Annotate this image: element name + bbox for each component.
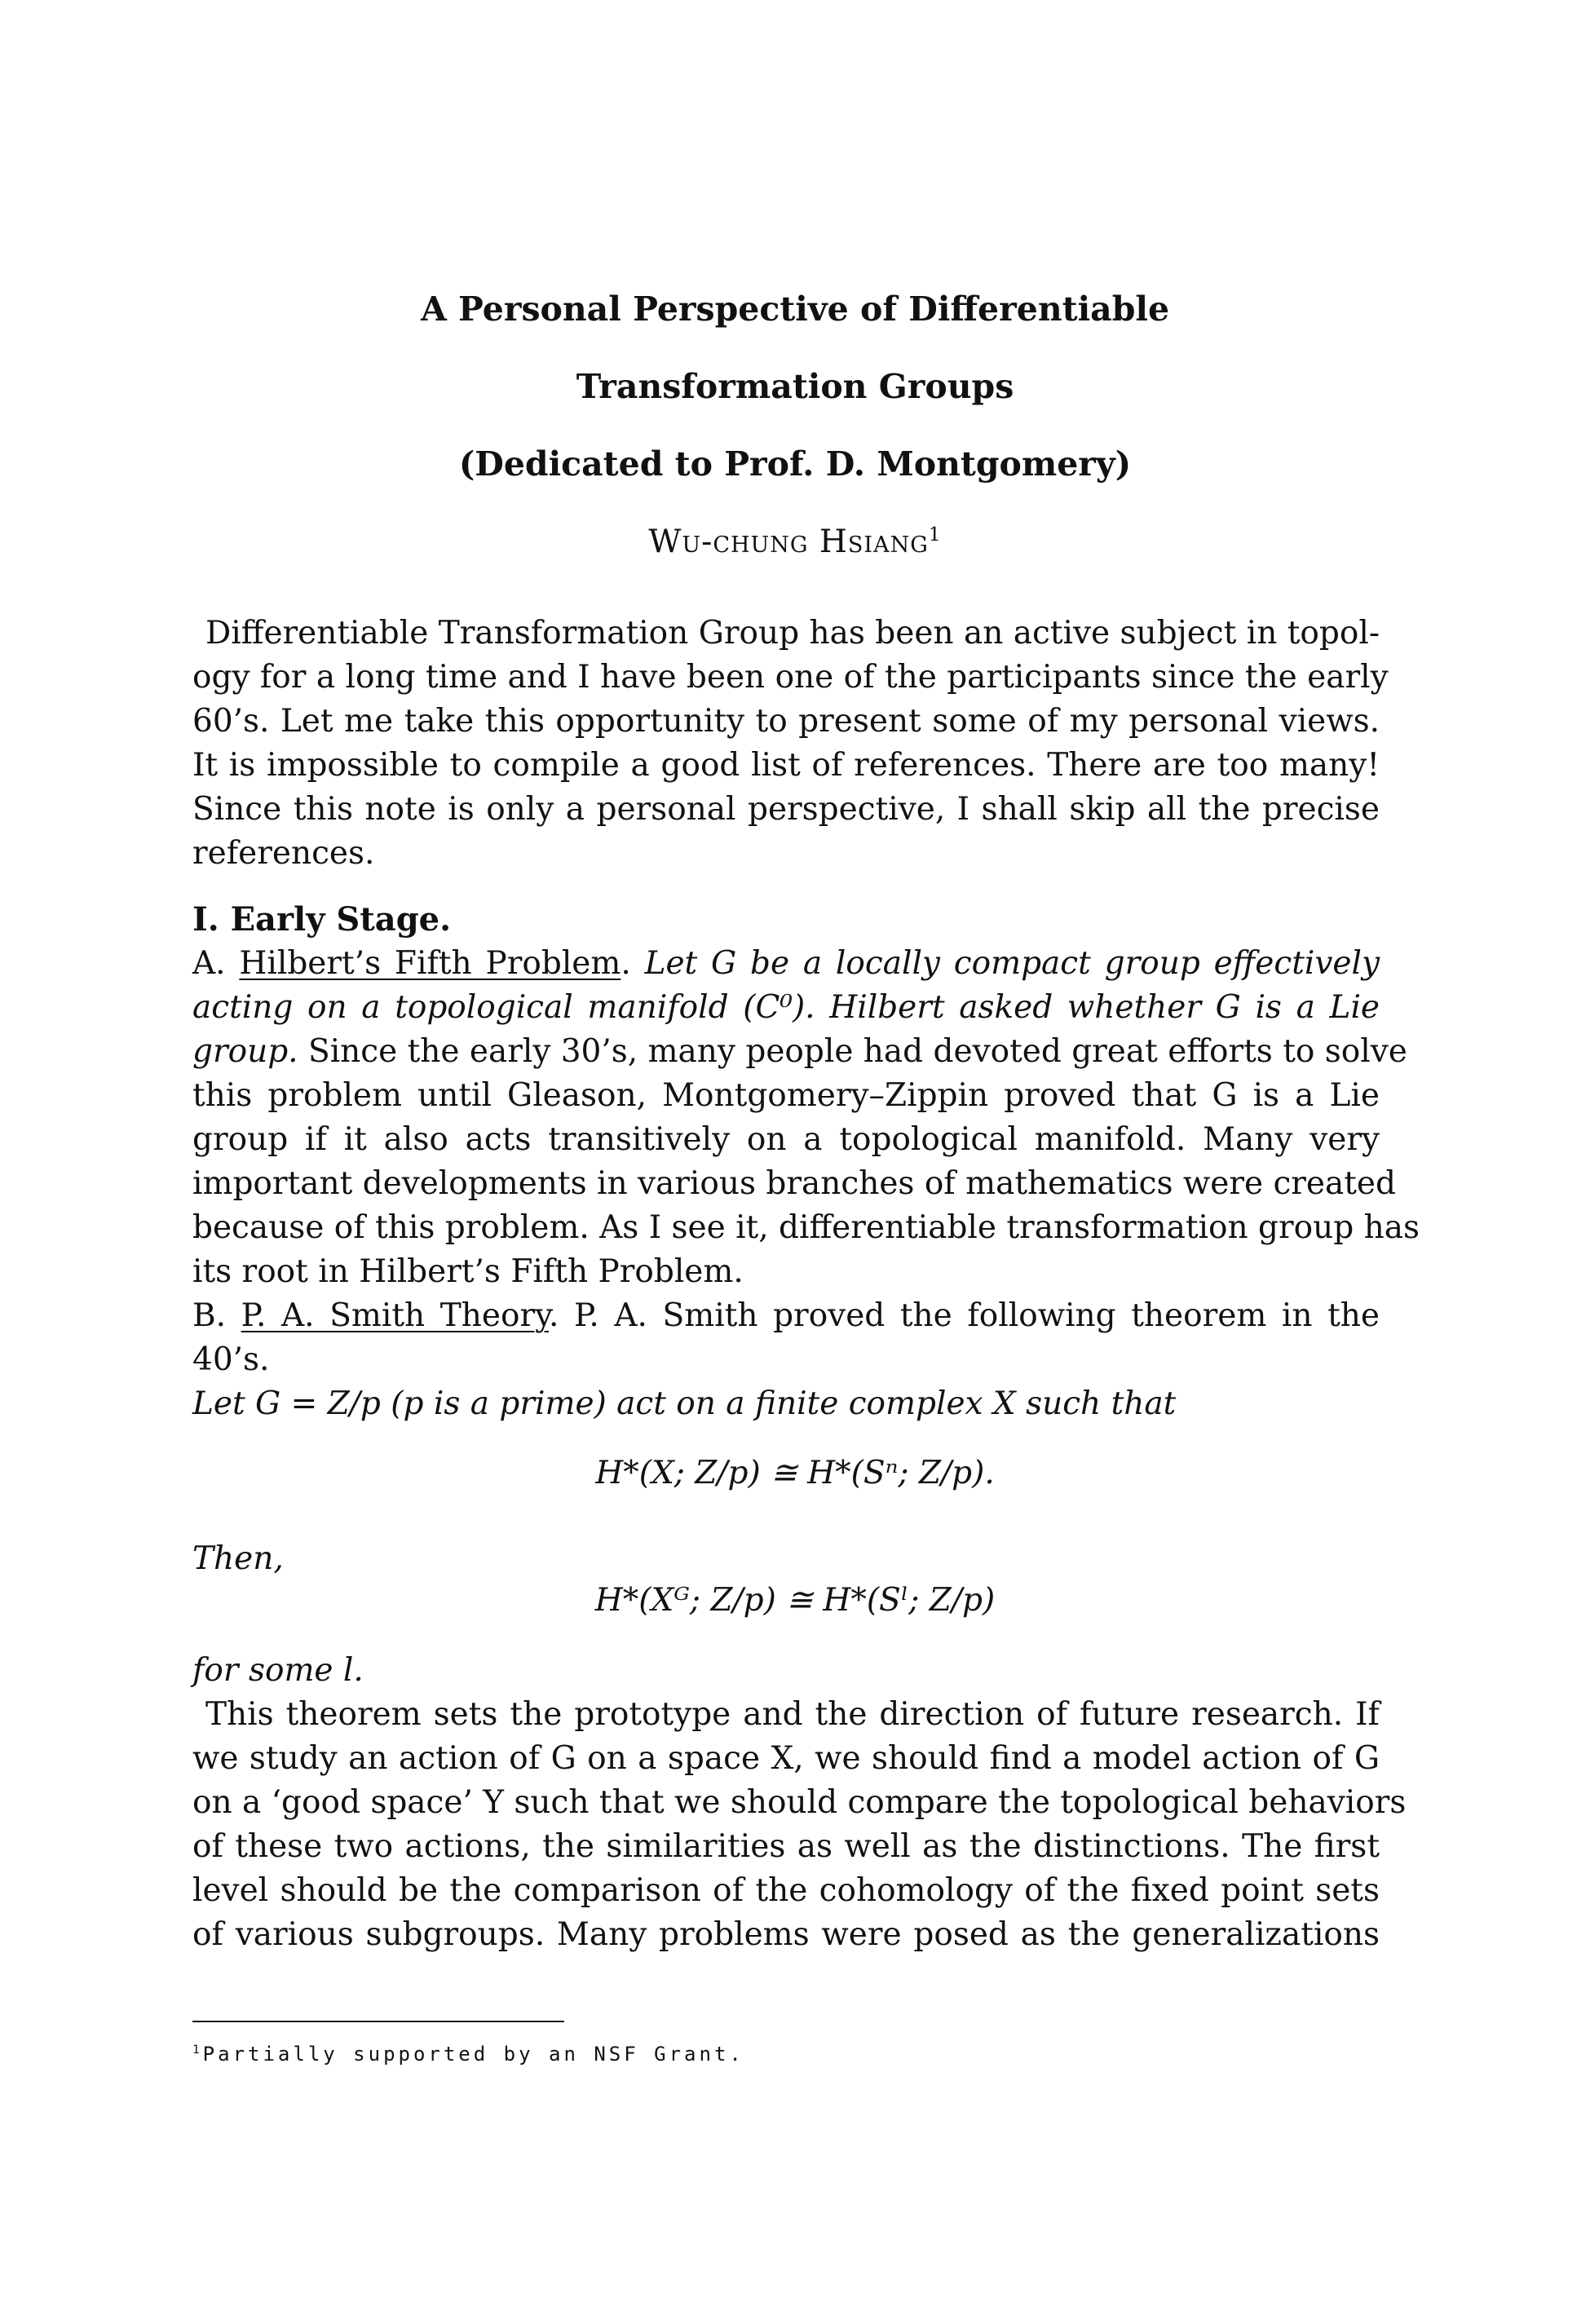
para-2-line: of various subgroups. Many problems were posed as the generalizations xyxy=(192,1916,1380,1953)
footnote xyxy=(192,2043,744,2066)
part-a-line-2: acting on a topological manifold (C⁰). Hilbert asked whether G is a Lie xyxy=(192,989,1380,1026)
section-heading: I. Early Stage. xyxy=(192,900,452,939)
author-footnote-mark: 1 xyxy=(928,523,942,546)
footnote-text: Partially supported by an NSF Grant. xyxy=(202,2043,744,2066)
part-a-line: because of this problem. As I see it, differentiable transformation group has xyxy=(192,1209,1420,1246)
theorem-for-some: for some l. xyxy=(192,1652,364,1689)
para-2-line: of these two actions, the similarities as well as the distinctions. The first xyxy=(192,1828,1380,1865)
part-a-punct: . xyxy=(621,945,645,982)
part-a-label: A. xyxy=(192,945,240,982)
intro-line: ogy for a long time and I have been one of the participants since the early xyxy=(192,659,1389,696)
title-line-3: (Dedicated to Prof. D. Montgomery) xyxy=(458,444,1132,484)
equation-2: H*(Xᴳ; Z/p) ≅ H*(Sˡ; Z/p) xyxy=(594,1582,996,1619)
intro-line: Since this note is only a personal perspective, I shall skip all the precise xyxy=(192,791,1380,828)
part-b-line-1 xyxy=(192,1296,1380,1337)
footnote-rule xyxy=(192,2021,564,2022)
part-b-text: . P. A. Smith proved the following theorem in the xyxy=(548,1297,1380,1334)
part-a-line-3 xyxy=(192,1032,1407,1072)
part-b-line-2: 40’s. xyxy=(192,1341,270,1378)
para-2-line: we study an action of G on a space X, we should find a model action of G xyxy=(192,1740,1380,1777)
intro-line: Differentiable Transformation Group has been an active subject in topol- xyxy=(205,615,1380,652)
intro-line: references. xyxy=(192,835,375,872)
part-a-line: this problem until Gleason, Montgomery–Zippin proved that G is a Lie xyxy=(192,1077,1380,1114)
part-a-line-1 xyxy=(192,943,1380,984)
part-a-italic-end: group. xyxy=(192,1033,298,1070)
part-b-title: P. A. Smith Theory xyxy=(241,1297,549,1334)
footnote-mark: 1 xyxy=(192,2043,203,2057)
theorem-then: Then, xyxy=(192,1540,284,1577)
part-a-text: Since the early 30’s, many people had devoted great efforts to solve xyxy=(298,1033,1407,1070)
intro-line: 60’s. Let me take this opportunity to present some of my personal views. xyxy=(192,703,1380,740)
part-a-line: its root in Hilbert’s Fifth Problem. xyxy=(192,1253,744,1290)
theorem-statement: Let G = Z/p (p is a prime) act on a finite complex X such that xyxy=(192,1385,1177,1422)
para-2-line: This theorem sets the prototype and the direction of future research. If xyxy=(205,1696,1380,1733)
author xyxy=(0,524,1590,560)
para-2-line: level should be the comparison of the cohomology of the fixed point sets xyxy=(192,1872,1380,1909)
part-a-line: important developments in various branches of mathematics were created xyxy=(192,1165,1396,1202)
para-2-line: on a ‘good space’ Y such that we should compare the topological behaviors xyxy=(192,1784,1407,1821)
title-line-2: Transformation Groups xyxy=(576,367,1014,406)
title-line-1: A Personal Perspective of Differentiable xyxy=(420,289,1170,329)
part-a-title: Hilbert’s Fifth Problem xyxy=(239,945,621,982)
author-name: Wu-chung Hsiang xyxy=(648,524,929,560)
part-a-line: group if it also acts transitively on a topological manifold. Many very xyxy=(192,1121,1380,1158)
equation-1: H*(X; Z/p) ≅ H*(Sⁿ; Z/p). xyxy=(595,1455,995,1491)
part-a-italic: Let G be a locally compact group effectively xyxy=(644,945,1380,982)
part-b-label: B. xyxy=(192,1297,241,1334)
intro-line: It is impossible to compile a good list of references. There are too many! xyxy=(192,747,1380,784)
